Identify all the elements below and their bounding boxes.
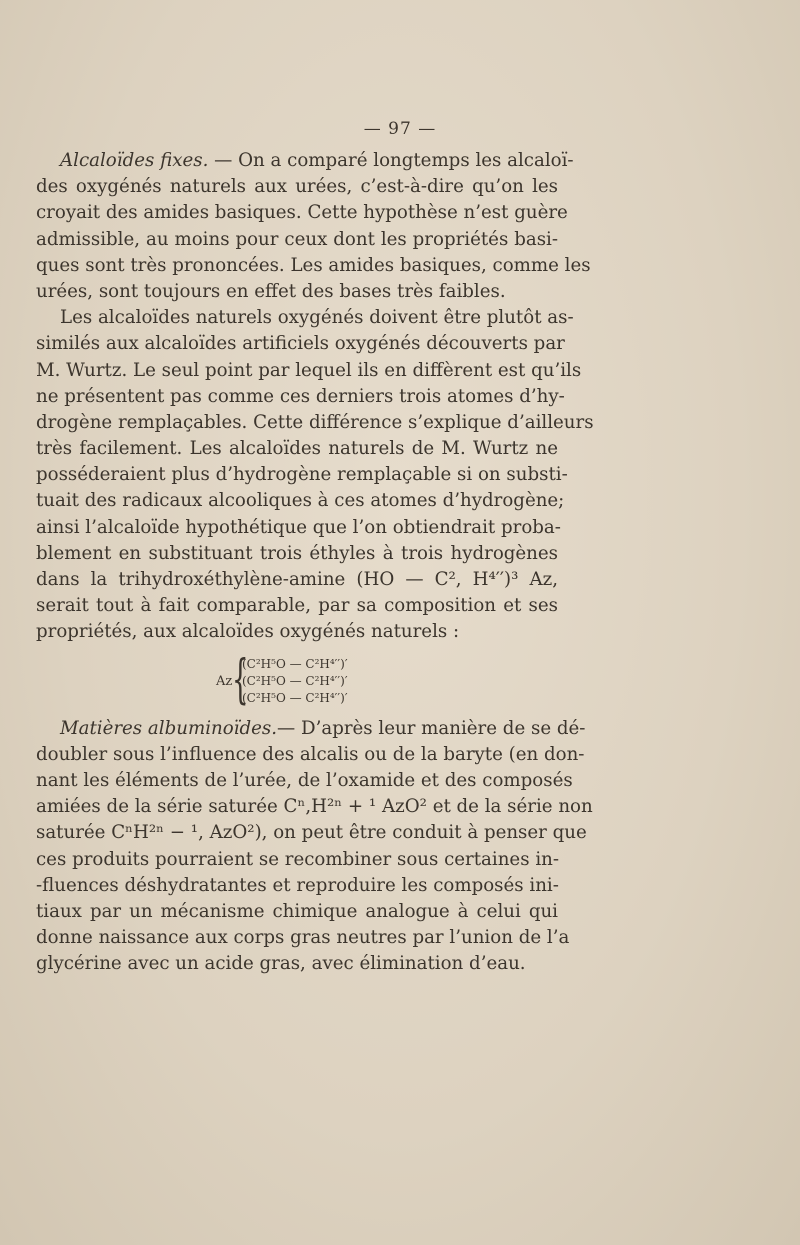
text-line: drogène remplaçables. Cette différence s’explique d’ailleurs [36,411,594,433]
text-line: nant les éléments de l’urée, de l’oxamide et des composés [36,769,573,791]
text-line: Matières albuminoïdes.— D’après leur manière de se dé- [60,717,586,739]
text-line: Les alcaloïdes naturels oxygénés doivent être plutôt as- [60,307,574,329]
text-line: doubler sous l’influence des alcalis ou de la baryte (en don- [36,743,585,765]
paragraph-alcaloides-oxygenes [36,305,594,645]
text-line: saturée CⁿH²ⁿ − ¹, AzO²), on peut être conduit à penser que [36,822,587,844]
text-line: Alcaloïdes fixes. — On a comparé longtemps les alcaloï- [60,150,574,171]
text-line: propriétés, aux alcaloïdes oxygénés naturels : [36,621,460,643]
text-line: M. Wurtz. Le seul point par lequel ils en diffèrent est qu’ils [36,359,582,381]
text-line: blement en substituant trois éthyles à trois hydrogènes [36,542,558,564]
text-line: amiées de la série saturée Cⁿ,H²ⁿ + ¹ AzO² et de la série non [36,796,593,818]
section-heading: Alcaloïdes fixes. [60,150,209,171]
text-line: tiaux par un mécanisme chimique analogue à celui qui [36,900,558,922]
text-line: donne naissance aux corps gras neutres par l’union de l’a [36,927,570,949]
formula-row: (C²H⁵O — C²H⁴′′)′ [242,656,348,671]
formula-rows [242,656,348,707]
text-line: ainsi l’alcaloïde hypothétique que l’on obtiendrait proba- [36,516,561,538]
formula-row: (C²H⁵O — C²H⁴′′)′ [242,690,348,705]
text-line: serait tout à fait comparable, par sa composition et ses [36,595,558,617]
formula-row: (C²H⁵O — C²H⁴′′)′ [242,673,348,688]
paragraph-matieres-albuminoides [36,716,593,978]
text-line: -fluences déshydratantes et reproduire les composés ini- [36,874,559,896]
page-body [36,148,594,977]
text-line: similés aux alcaloïdes artificiels oxygénés découverts par [36,333,565,355]
text-line: tuait des radicaux alcooliques à ces atomes d’hydrogène; [36,490,565,512]
formula-brace: { [232,649,249,710]
text-line: dans la trihydroxéthylène-amine (HO — C², H⁴′′)³ Az, [36,569,558,590]
paragraph-alcaloides-fixes [36,148,591,305]
formula-prefix: Az [216,673,233,689]
text-line: des oxygénés naturels aux urées, c’est-à-dire qu’on les [36,176,558,198]
text-line: très facilement. Les alcaloïdes naturels de M. Wurtz ne [36,438,558,460]
chemical-formula [36,649,558,710]
page-number: — 97 — [363,119,437,139]
text-line: posséderaient plus d’hydrogène remplaçable si on substi- [36,464,568,486]
text-line: urées, sont toujours en effet des bases très faibles. [36,280,506,302]
text-line: ques sont très prononcées. Les amides basiques, comme les [36,254,591,276]
text-line: glycérine avec un acide gras, avec élimination d’eau. [36,953,526,975]
text-line: ces produits pourraient se recombiner sous certaines in- [36,848,559,870]
section-heading: Matières albuminoïdes. [60,717,278,739]
text-line: croyait des amides basiques. Cette hypothèse n’est guère [36,202,568,224]
text-line: ne présentent pas comme ces derniers trois atomes d’hy- [36,385,565,407]
text-line: admissible, au moins pour ceux dont les propriétés basi- [36,228,558,250]
